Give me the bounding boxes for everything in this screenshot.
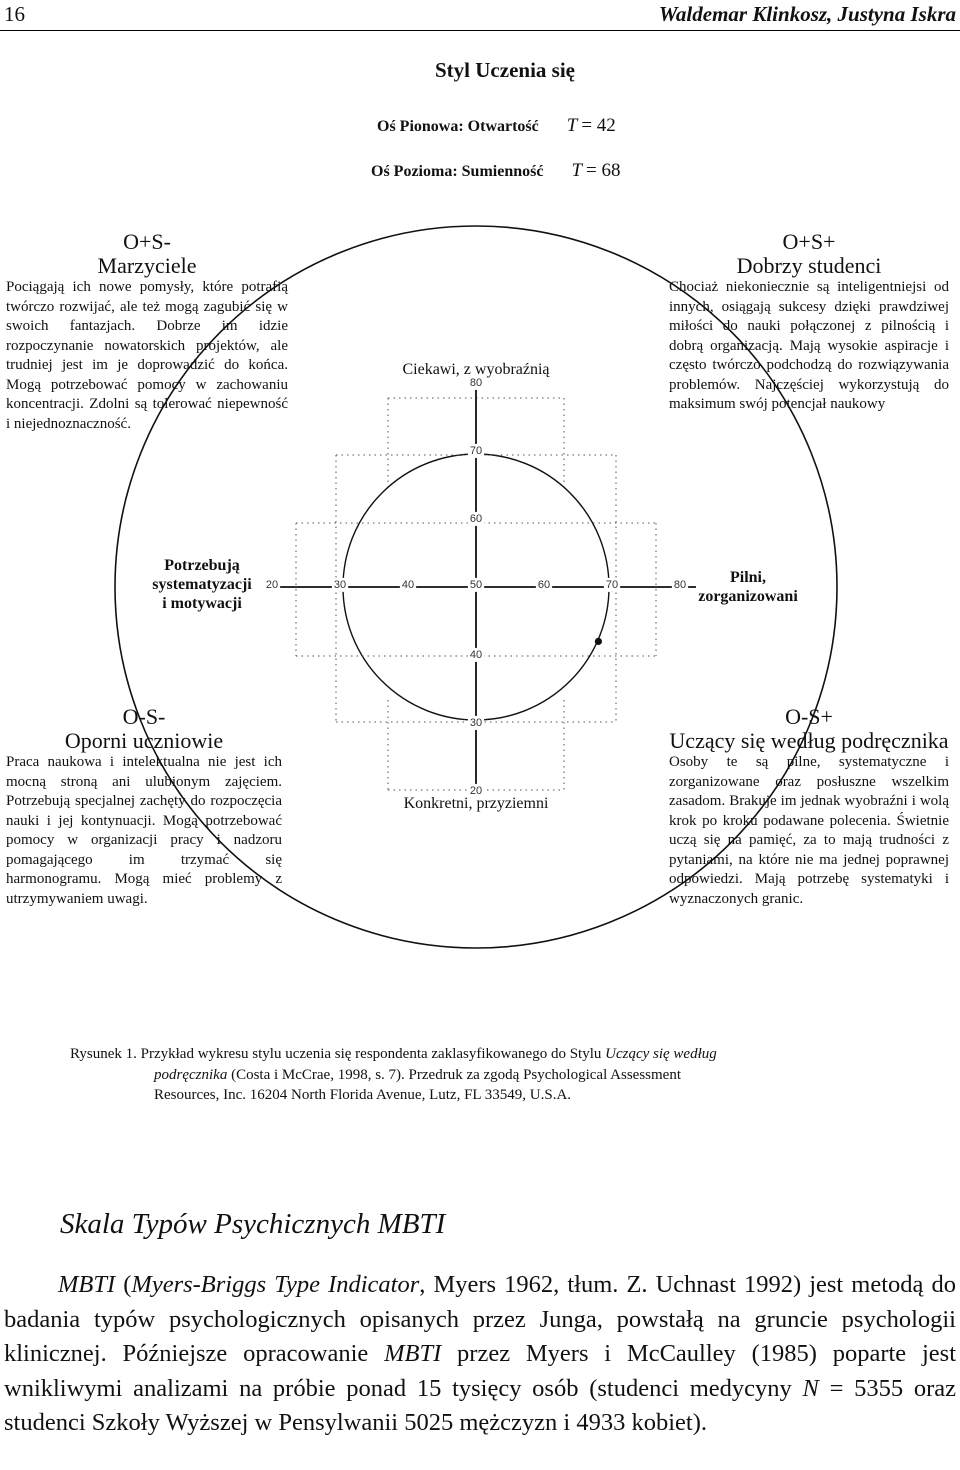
body-paragraph — [4, 1271, 956, 1436]
right-axis-label-line-2: zorganizowani — [698, 588, 798, 606]
y-tick-label: 80 — [469, 376, 483, 389]
right-axis-label — [688, 568, 808, 606]
x-tick-label: 20 — [265, 578, 279, 591]
left-axis-label-line-2: systematyzacji — [152, 576, 252, 594]
quadrant-code: O-S- — [122, 704, 166, 729]
caption-line-1: Rysunek 1. Przykład wykresu stylu uczenia się respondenta zaklasyfikowanego do Stylu — [70, 1046, 606, 1062]
x-tick-label: 40 — [401, 578, 415, 591]
horizontal-axis-label: Oś Pozioma: Sumienność — [371, 163, 544, 180]
section-body — [4, 1268, 956, 1441]
x-tick-label: 50 — [469, 578, 483, 591]
horizontal-axis-t-symbol: T — [571, 160, 583, 181]
body-run: Myers-Briggs Type Indicator — [131, 1271, 420, 1298]
vertical-axis-label: Oś Pionowa: Otwartość — [377, 118, 539, 135]
respondent-point — [595, 638, 602, 645]
running-head-authors: Waldemar Klinkosz, Justyna Iskra — [658, 2, 956, 26]
body-run: , Myers 1962, tłum. Z. Uchnast 1992) jest metodą do badania typów psychologicznych opisanych przez Junga, powstałą na gruncie psychologii klinicznej. Późniejsze opracowanie — [4, 1271, 956, 1367]
body-run: = 5355 oraz studenci Szkoły Wyższej w Pensylwanii 5025 mężczyzn i 4933 kobiet). — [4, 1374, 956, 1436]
quadrant-name: Marzyciele — [97, 253, 197, 279]
quadrant-top-right — [669, 230, 949, 415]
quadrant-name: Oporni uczniowie — [64, 728, 224, 754]
figure-caption — [70, 1044, 870, 1106]
y-tick-label: 70 — [469, 444, 483, 457]
vertical-axis-t-value: = 42 — [581, 115, 616, 136]
y-tick-label: 40 — [469, 648, 483, 661]
x-tick-label: 30 — [333, 578, 347, 591]
quadrant-bottom-left — [6, 705, 282, 909]
y-tick-label: 60 — [469, 512, 483, 525]
quadrant-description: Osoby te są pilne, systematyczne i zorganizowane oraz posłuszne wszelkim zasadom. Brakuje im jednak wyobraźni i wolą krok po kroku podawane polecenia. Świetnie uczą się na pamięć, za to mają trudności z pytaniami, na które nie ma jednej poprawnej odpowiedzi. Mają potrzebę systematyki i wyznaczonych granic. — [669, 754, 949, 907]
quadrant-description: Praca naukowa i intelektualna nie jest ich mocną stroną ani ulubionym zajęciem. Potrzebują specjalnej zachęty do rozpoczęcia nauki i jej kontynuacji. Mogą potrzebować pomocy w organizacji pracy i nadzoru pomagającego im trzymać się harmonogramu. Mogą mieć problemy z utrzymywaniem uwagi. — [6, 754, 282, 907]
x-tick-label: 80 — [673, 578, 687, 591]
page-number: 16 — [4, 2, 25, 26]
caption-line-1-italic: Uczący się według — [605, 1046, 717, 1062]
body-run: N — [802, 1374, 819, 1402]
body-run: MBTI — [384, 1340, 442, 1367]
top-axis-label: Ciekawi, z wyobraźnią — [402, 361, 550, 378]
quadrant-name: Uczący się według podręcznika — [669, 728, 949, 754]
quadrant-top-left — [6, 230, 288, 434]
caption-line-3: Resources, Inc. 16204 North Florida Avenue, Lutz, FL 33549, U.S.A. — [154, 1087, 572, 1103]
figure-title: Styl Uczenia się — [435, 58, 575, 82]
left-axis-label-line-3: i motywacji — [162, 595, 242, 613]
quadrant-code: O+S- — [123, 229, 171, 254]
caption-line-2 — [70, 1065, 870, 1086]
left-axis-label-line-1: Potrzebują — [164, 557, 240, 574]
quadrant-description: Pociągają ich nowe pomysły, które potrafią twórczo rozwijać, ale też mogą zagubić się w swoich fantazjach. Dobrze im idzie rozpoczynanie nowatorskich projektów, ale trudniej jest im je doprowadzić do końca. Mogą potrzebować pomocy w zachowaniu koncentracji. Zdolni są tolerować niepewność i niejednoznaczność. — [6, 279, 288, 432]
right-axis-label-line-1: Pilni, — [729, 569, 766, 586]
y-tick-label: 20 — [469, 784, 483, 797]
quadrant-name: Dobrzy studenci — [736, 253, 882, 279]
bottom-axis-label: Konkretni, przyziemni — [403, 795, 549, 812]
y-tick-label: 30 — [469, 716, 483, 729]
body-run: przez Myers i McCaulley (1985) poparte jest wnikliwymi analizami na próbie ponad 15 tysięcy osób (studenci medycyny — [4, 1340, 957, 1402]
caption-line-2-italic: podręcznika — [154, 1066, 228, 1083]
horizontal-axis-t-value: = 68 — [586, 160, 621, 181]
x-tick-label: 60 — [537, 578, 551, 591]
data-points — [595, 638, 602, 645]
quadrant-bottom-right — [669, 705, 949, 909]
x-tick-label: 70 — [605, 578, 619, 591]
left-axis-label — [126, 556, 278, 614]
vertical-axis-t-symbol: T — [566, 115, 578, 136]
quadrant-description: Chociaż niekoniecznie są inteligentniejsi od innych, osiągają sukcesy dzięki prawdziwej miłości do nauki połączonej z pilnością i dobrą organizacją. Mają wysokie aspiracje i często twórczo podchodzą do rozwiązywania problemów. Najczęściej wykorzystują do maksimum swój potencjał naukowy — [669, 279, 949, 413]
quadrant-code: O-S+ — [785, 704, 833, 729]
quadrant-code: O+S+ — [782, 229, 836, 254]
body-run: ( — [115, 1271, 132, 1298]
caption-line-2-text: (Costa i McCrae, 1998, s. 7). Przedruk za zgodą Psychological Assessment — [227, 1066, 681, 1083]
body-run: MBTI — [58, 1271, 116, 1298]
section-heading: Skala Typów Psychicznych MBTI — [60, 1208, 446, 1240]
